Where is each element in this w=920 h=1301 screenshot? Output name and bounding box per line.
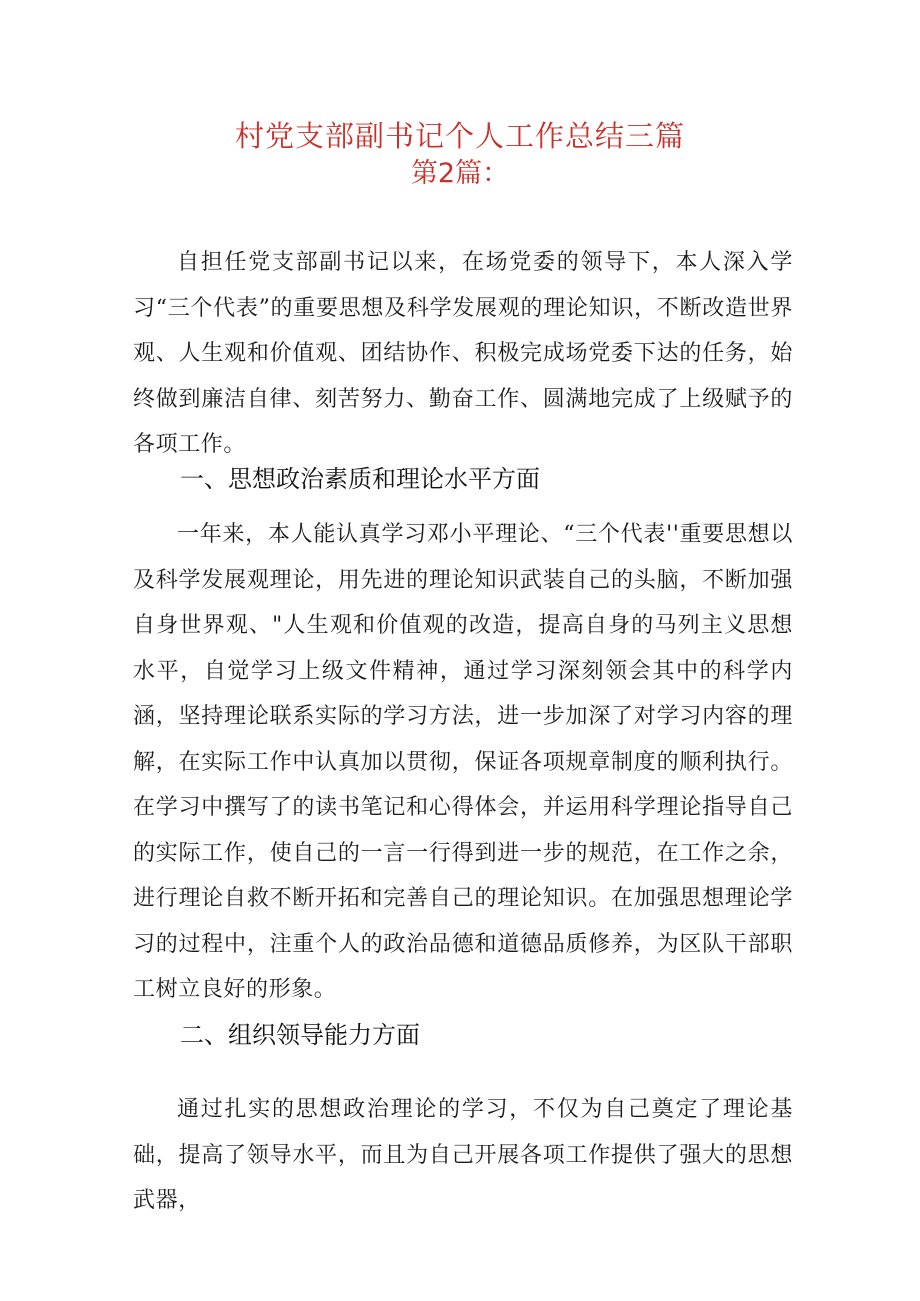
document-title: 村党支部副书记个人工作总结三篇 [234,119,685,153]
section-heading-1: 一、思想政治素质和理论水平方面 [180,465,540,493]
paragraph-intro: 自担任党支部副书记以来，在场党委的领导下，本人深入学习“三个代表”的重要思想及科学发展观的理论知识，不断改造世界观、人生观和价值观、团结协作、积极完成场党委下达的任务，始终做到廉洁自律、刻苦努力、勤奋工作、圆满地完成了上级赋予的各项工作。 [133,250,793,457]
document-subtitle: 第2篇： [410,158,510,189]
paragraph-section-1: 一年来，本人能认真学习邓小平理论、“三个代表''重要思想以及科学发展观理论，用先进的理论知识武装自己的头脑，不断加强自身世界观、"人生观和价值观的改造，提高自身的马列主义思想水平，自觉学习上级文件精神，通过学习深刻领会其中的科学内涵，坚持理论联系实际的学习方法，进一步加深了对学习内容的理解，在实际工作中认真加以贯彻，保证各项规章制度的顺利执行。在学习中撰写了的读书笔记和心得体会，并运用科学理论指导自己的实际工作，使自己的一言一行得到进一步的规范，在工作之余，进行理论自救不断开拓和完善自己的理论知识。在加强思想理论学习的过程中，注重个人的政治品德和道德品质修养，为区队干部职工树立良好的形象。 [133,522,793,1002]
section-heading-2: 二、组织领导能力方面 [180,1021,420,1049]
paragraph-section-2: 通过扎实的思想政治理论的学习，不仅为自己奠定了理论基础，提高了领导水平，而且为自己开展各项工作提供了强大的思想武器， [133,1097,793,1213]
